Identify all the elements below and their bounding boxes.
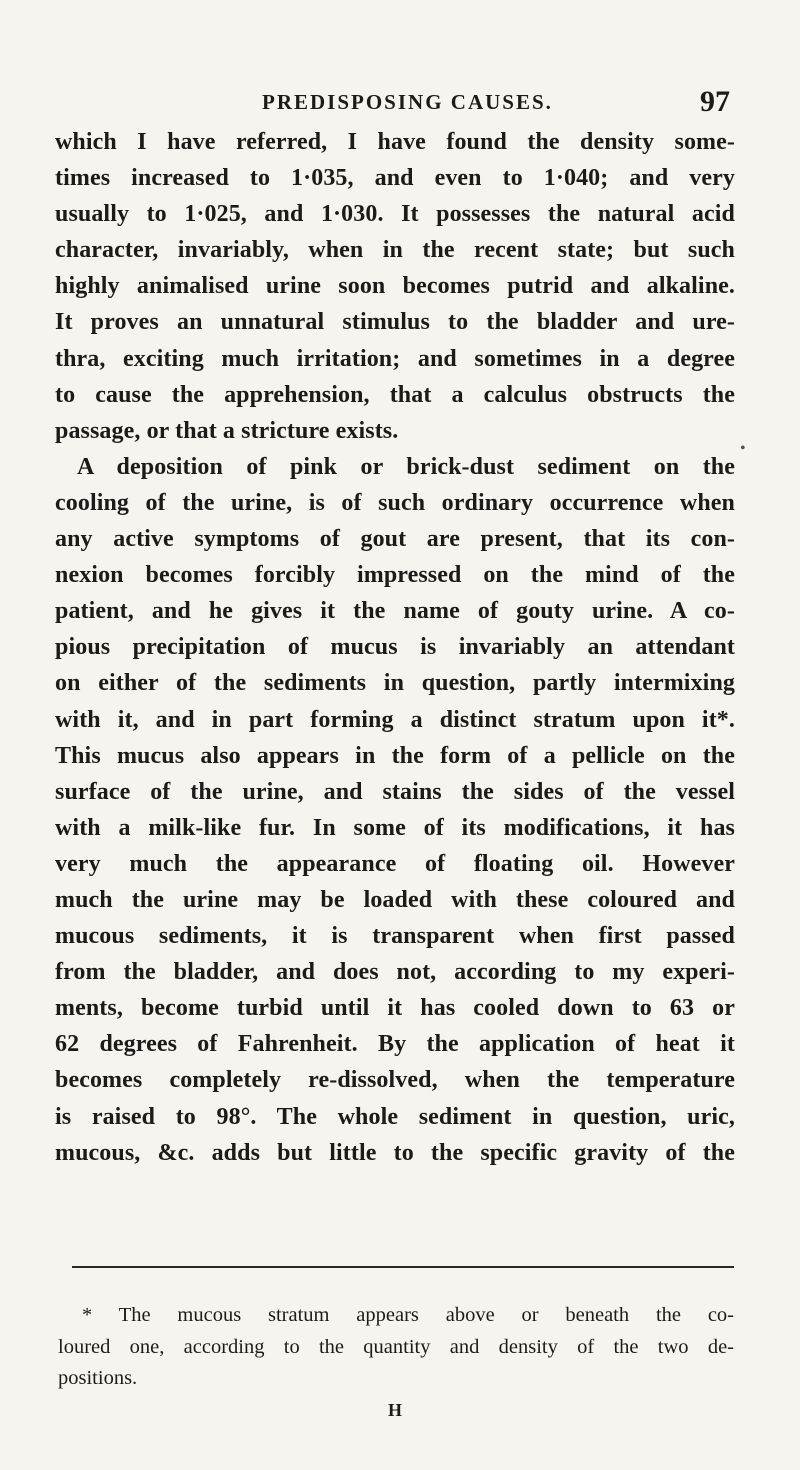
text-line: which I have referred, I have found the density some- xyxy=(55,129,735,155)
text-line: becomes completely re-dissolved, when the temperature xyxy=(55,1067,735,1094)
text-line: much the urine may be loaded with these coloured and xyxy=(55,886,735,913)
running-title: PREDISPOSING CAUSES. xyxy=(262,90,553,114)
text-line: patient, and he gives it the name of gouty urine. A co- xyxy=(55,598,735,625)
footnote-line: * The mucous stratum appears above or beneath the co- xyxy=(82,1304,734,1326)
text-line: mucous, &c. adds but little to the specific gravity of the xyxy=(55,1139,735,1166)
text-line: with it, and in part forming a distinct stratum upon it*. xyxy=(55,706,735,733)
text-line: highly animalised urine soon becomes putrid and alkaline. xyxy=(55,273,735,300)
page-number: 97 xyxy=(700,85,730,118)
text-line: usually to 1·025, and 1·030. It possesses the natural acid xyxy=(55,201,735,228)
text-line: is raised to 98°. The whole sediment in question, uric, xyxy=(55,1103,735,1130)
signature-mark: H xyxy=(388,1400,404,1420)
text-line: on either of the sediments in question, partly intermixing xyxy=(55,670,735,697)
text-line: pious precipitation of mucus is invariably an attendant xyxy=(55,634,735,661)
text-line: A deposition of pink or brick-dust sediment on the xyxy=(77,453,735,480)
footnote-line: positions. xyxy=(58,1367,138,1389)
text-line: nexion becomes forcibly impressed on the mind of the xyxy=(55,562,735,589)
text-line: from the bladder, and does not, according to my experi- xyxy=(55,959,735,986)
footnote-line: loured one, according to the quantity and density of the two de- xyxy=(58,1335,734,1358)
text-line: character, invariably, when in the recent state; but such xyxy=(55,237,735,264)
text-line: very much the appearance of floating oil. However xyxy=(55,850,735,877)
footnote xyxy=(58,1300,734,1395)
text-line: surface of the urine, and stains the sides of the vessel xyxy=(55,778,735,805)
text-line: with a milk-like fur. In some of its modifications, it has xyxy=(55,814,735,841)
text-line: any active symptoms of gout are present, that its con- xyxy=(55,526,735,553)
text-line: mucous sediments, it is transparent when first passed xyxy=(55,923,735,950)
text-line: This mucus also appears in the form of a pellicle on the xyxy=(55,742,735,769)
text-line: cooling of the urine, is of such ordinary occurrence when xyxy=(55,489,735,516)
text-line: ments, become turbid until it has cooled down to 63 or xyxy=(55,995,735,1022)
margin-mark: • xyxy=(740,440,746,457)
text-line: thra, exciting much irritation; and sometimes in a degree xyxy=(55,345,735,372)
text-line: to cause the apprehension, that a calculus obstructs the xyxy=(55,381,735,408)
text-line: 62 degrees of Fahrenheit. By the application of heat it xyxy=(55,1031,735,1058)
footnote-rule xyxy=(72,1266,734,1268)
running-header xyxy=(0,82,800,122)
text-line: times increased to 1·035, and even to 1·040; and very xyxy=(55,165,735,192)
text-line: It proves an unnatural stimulus to the bladder and ure- xyxy=(55,309,735,336)
body-text xyxy=(55,124,735,1171)
text-line: passage, or that a stricture exists. xyxy=(55,417,399,444)
